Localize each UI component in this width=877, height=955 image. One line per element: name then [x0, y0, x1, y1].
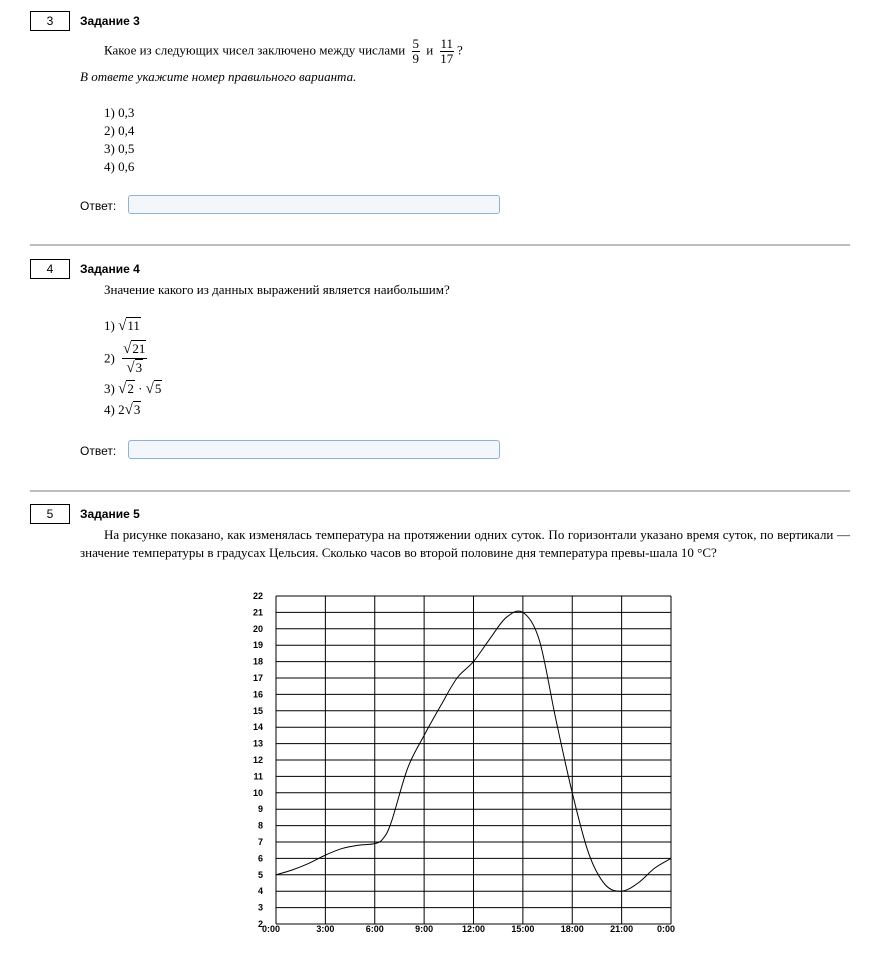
y-tick-label: 15 [252, 705, 263, 716]
x-tick-label: 15:00 [511, 924, 535, 934]
answer-input[interactable] [128, 195, 500, 214]
answer-label: Ответ: [80, 444, 117, 458]
option-number: 3) [104, 381, 115, 396]
y-tick-label: 17 [252, 673, 263, 683]
fraction-numerator: 5 [412, 36, 420, 51]
option-number: 2) [104, 350, 115, 366]
fraction [412, 37, 421, 66]
y-tick-label: 2 [257, 919, 263, 929]
task-question: Значение какого из данных выражений является наибольшим? [104, 282, 450, 297]
y-tick-label: 6 [257, 853, 263, 864]
x-tick-label: 6:00 [365, 924, 384, 934]
task-title: Задание 5 [80, 507, 140, 521]
y-tick-label: 3 [257, 902, 263, 913]
temperature-line [276, 611, 671, 891]
sqrt-expression: √3 [126, 360, 143, 376]
x-tick-label: 21:00 [610, 924, 634, 934]
x-tick-label: 12:00 [461, 924, 486, 934]
multiply-dot: · [138, 381, 143, 396]
connector-text: и [426, 42, 434, 58]
y-tick-label: 12 [252, 755, 263, 765]
option: 4) 0,6 [104, 159, 135, 174]
task-number-box: 3 [30, 11, 70, 31]
y-tick-label: 7 [257, 837, 263, 847]
x-tick-label: 9:00 [415, 924, 434, 934]
x-tick-label: 18:00 [560, 924, 584, 934]
radicand: 3 [135, 360, 143, 375]
option-number: 4) [104, 402, 115, 417]
y-tick-label: 16 [252, 689, 263, 700]
task-instruction: В ответе укажите номер правильного варианта. [80, 69, 357, 84]
y-tick-label: 18 [252, 656, 263, 667]
divider [30, 490, 850, 492]
radicand: 21 [132, 341, 146, 356]
option [104, 340, 150, 377]
y-tick-label: 19 [252, 640, 263, 651]
y-tick-label: 20 [252, 623, 263, 634]
task-title: Задание 4 [80, 262, 140, 276]
sqrt-expression: √21 [123, 341, 146, 357]
sqrt-expression: √5 [145, 381, 162, 397]
answer-input[interactable] [128, 440, 500, 459]
y-tick-label: 22 [252, 591, 263, 601]
task-number-box: 5 [30, 504, 70, 524]
task-question [80, 526, 850, 562]
y-tick-label: 11 [253, 771, 263, 782]
fraction-numerator: 11 [440, 36, 454, 51]
y-tick-label: 5 [257, 869, 263, 880]
sqrt-expression: √11 [118, 318, 140, 334]
y-tick-label: 10 [252, 787, 263, 798]
x-tick-label: 3:00 [316, 924, 335, 934]
option: 1) 0,3 [104, 105, 135, 120]
radicand: 3 [133, 402, 141, 417]
coefficient: 2 [118, 402, 125, 417]
x-tick-label: 0:00 [261, 924, 281, 934]
sqrt-expression: √3 [124, 402, 141, 418]
divider [30, 244, 850, 246]
option [104, 381, 162, 398]
y-tick-label: 14 [252, 722, 263, 733]
chart-grid [276, 596, 671, 924]
fraction [122, 340, 147, 377]
radicand: 5 [154, 381, 162, 396]
y-axis-ticks [253, 591, 263, 929]
task-number-box: 4 [30, 259, 70, 279]
option-number: 1) [104, 318, 115, 333]
y-tick-label: 8 [257, 820, 263, 831]
option [104, 402, 141, 419]
fraction-denominator: 17 [440, 51, 454, 66]
question-mark: ? [457, 42, 463, 58]
task-question [104, 37, 463, 66]
question-text: На рисунке показано, как изменялась температура на протяжении одних суток. По горизонтали указано время суток, по вертикали — значение температуры в градусах Цельсия. Сколько часов во второй половине дня температура превы-шала 10 °С? [80, 527, 850, 560]
task-title: Задание 3 [80, 14, 140, 28]
x-tick-label: 0:00 [656, 924, 676, 934]
y-tick-label: 9 [257, 804, 263, 815]
question-text: Какое из следующих чисел заключено между числами [104, 42, 406, 58]
fraction [440, 37, 455, 66]
y-tick-label: 21 [252, 607, 263, 618]
sqrt-expression: √2 [118, 381, 134, 397]
y-tick-label: 13 [252, 738, 263, 749]
answer-label: Ответ: [80, 199, 117, 213]
y-tick-label: 4 [257, 886, 263, 897]
radicand: 2 [127, 381, 134, 396]
option: 3) 0,5 [104, 141, 135, 156]
radicand: 11 [127, 318, 140, 333]
option [104, 318, 141, 335]
fraction-denominator: 9 [412, 51, 420, 66]
option: 2) 0,4 [104, 123, 135, 138]
x-axis-ticks [262, 924, 675, 934]
